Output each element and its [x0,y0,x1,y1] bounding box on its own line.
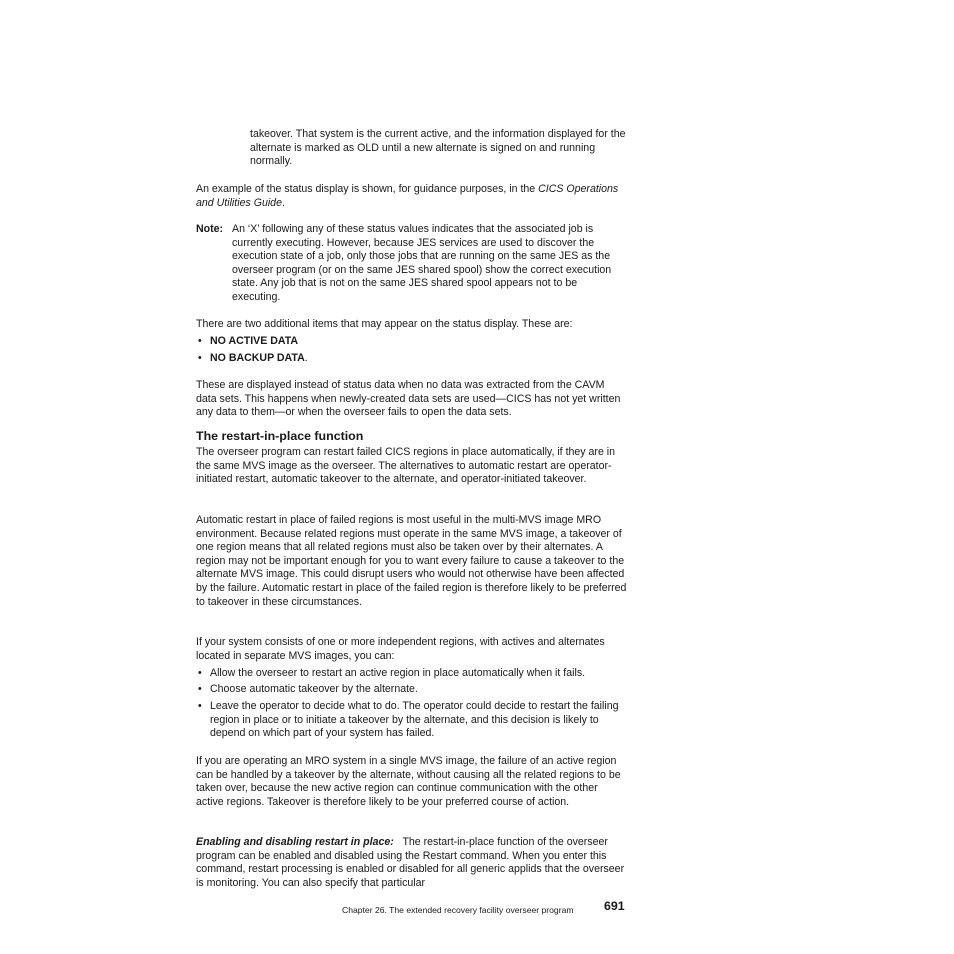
list-item: Allow the overseer to restart an active region in place automatically when it fails. [210,667,586,679]
independent-regions-paragraph: If your system consists of one or more independent regions, with actives and alternates located in separate MVS images, you can: [196,636,605,662]
continuation-paragraph: takeover. That system is the current active, and the information displayed for the alternate is marked as OLD until a new alternate is signed on and running normally. [250,128,626,168]
example-paragraph [196,183,628,210]
enabling-subheading: Enabling and disabling restart in place: [196,836,394,848]
enabling-paragraph [196,836,628,890]
bullet: • [198,335,202,347]
page-number: 691 [604,899,625,913]
example-period: . [281,196,285,209]
restart-paragraph: The overseer program can restart failed CICS regions in place automatically, if they are in the same MVS image as the overseer. The alternatives to automatic restart are operator-initiated restart, automatic takeover to the alternate, and operator-initiated takeover. [196,446,616,486]
bullet: • [198,700,202,712]
list-item: Leave the operator to decide what to do. The operator could decide to restart the failing region in place or to initiate a takeover by the alternate, and this decision is likely to depend on which part of your system has failed. [210,700,619,740]
list-item [210,335,628,349]
note-text: An ‘X’ following any of these status values indicates that the associated job is currently executing. However, because JES services are used to discover the execution state of a job, only those jobs that are running on the same JES as the overseer program (or on the same JES shared spool) show the correct execution state. Any job that is not on the same JES shared spool appears not to be executing. [232,223,612,303]
list-item: NO BACKUP DATA. [210,352,308,364]
note-label: Note: [196,223,224,235]
list-item-bold: NO BACKUP DATA [210,352,305,364]
enabling-text: The restart-in-place function of the overseer program can be enabled and disabled using the Restart command. When you enter this command, restart processing is enabled or disabled for all generic applids that the overseer is monitoring. You can also specify that particular [196,836,625,889]
section-heading: The restart-in-place function [196,429,364,443]
single-mvs-paragraph: If you are operating an MRO system in a single MVS image, the failure of an active region can be handled by a takeover by the alternate, without causing all the related regions to be taken over, because the new active region can continue communication with the other active regions. Takeover is therefore likely to be your preferred course of action. [196,755,621,808]
example-text: An example of the status display is shown, for guidance purposes, in the [196,183,539,195]
list-item: Choose automatic takeover by the alternate. [210,683,418,695]
guide-title: CICS Operations and Utilities Guide [196,183,619,209]
page-footer: Chapter 26. The extended recovery facility overseer program [342,905,574,915]
additional-items-paragraph: There are two additional items that may appear on the status display. These are: [196,318,573,330]
automatic-restart-paragraph: Automatic restart in place of failed regions is most useful in the multi-MVS image MRO environment. Because related regions must operate in the same MVS image, a takeover of one region means that all related regions must also be taken over by their alternates. A region may not be important enough for you to want every failure to cause a takeover to the alternate MVS image. This could disrupt users who would not otherwise have been affected by the failure. Automatic restart in place of the failed region is therefore likely to be preferred to takeover in these circumstances. [196,514,627,608]
bullet: • [198,667,202,679]
list-item-bold: NO ACTIVE DATA [210,335,299,347]
displayed-paragraph: These are displayed instead of status data when no data was extracted from the CAVM data sets. This happens when newly-created data sets are used—CICS has not yet written any data to them—or when the overseer fails to open the data sets. [196,379,621,419]
bullet: • [198,352,202,364]
bullet: • [198,683,202,695]
